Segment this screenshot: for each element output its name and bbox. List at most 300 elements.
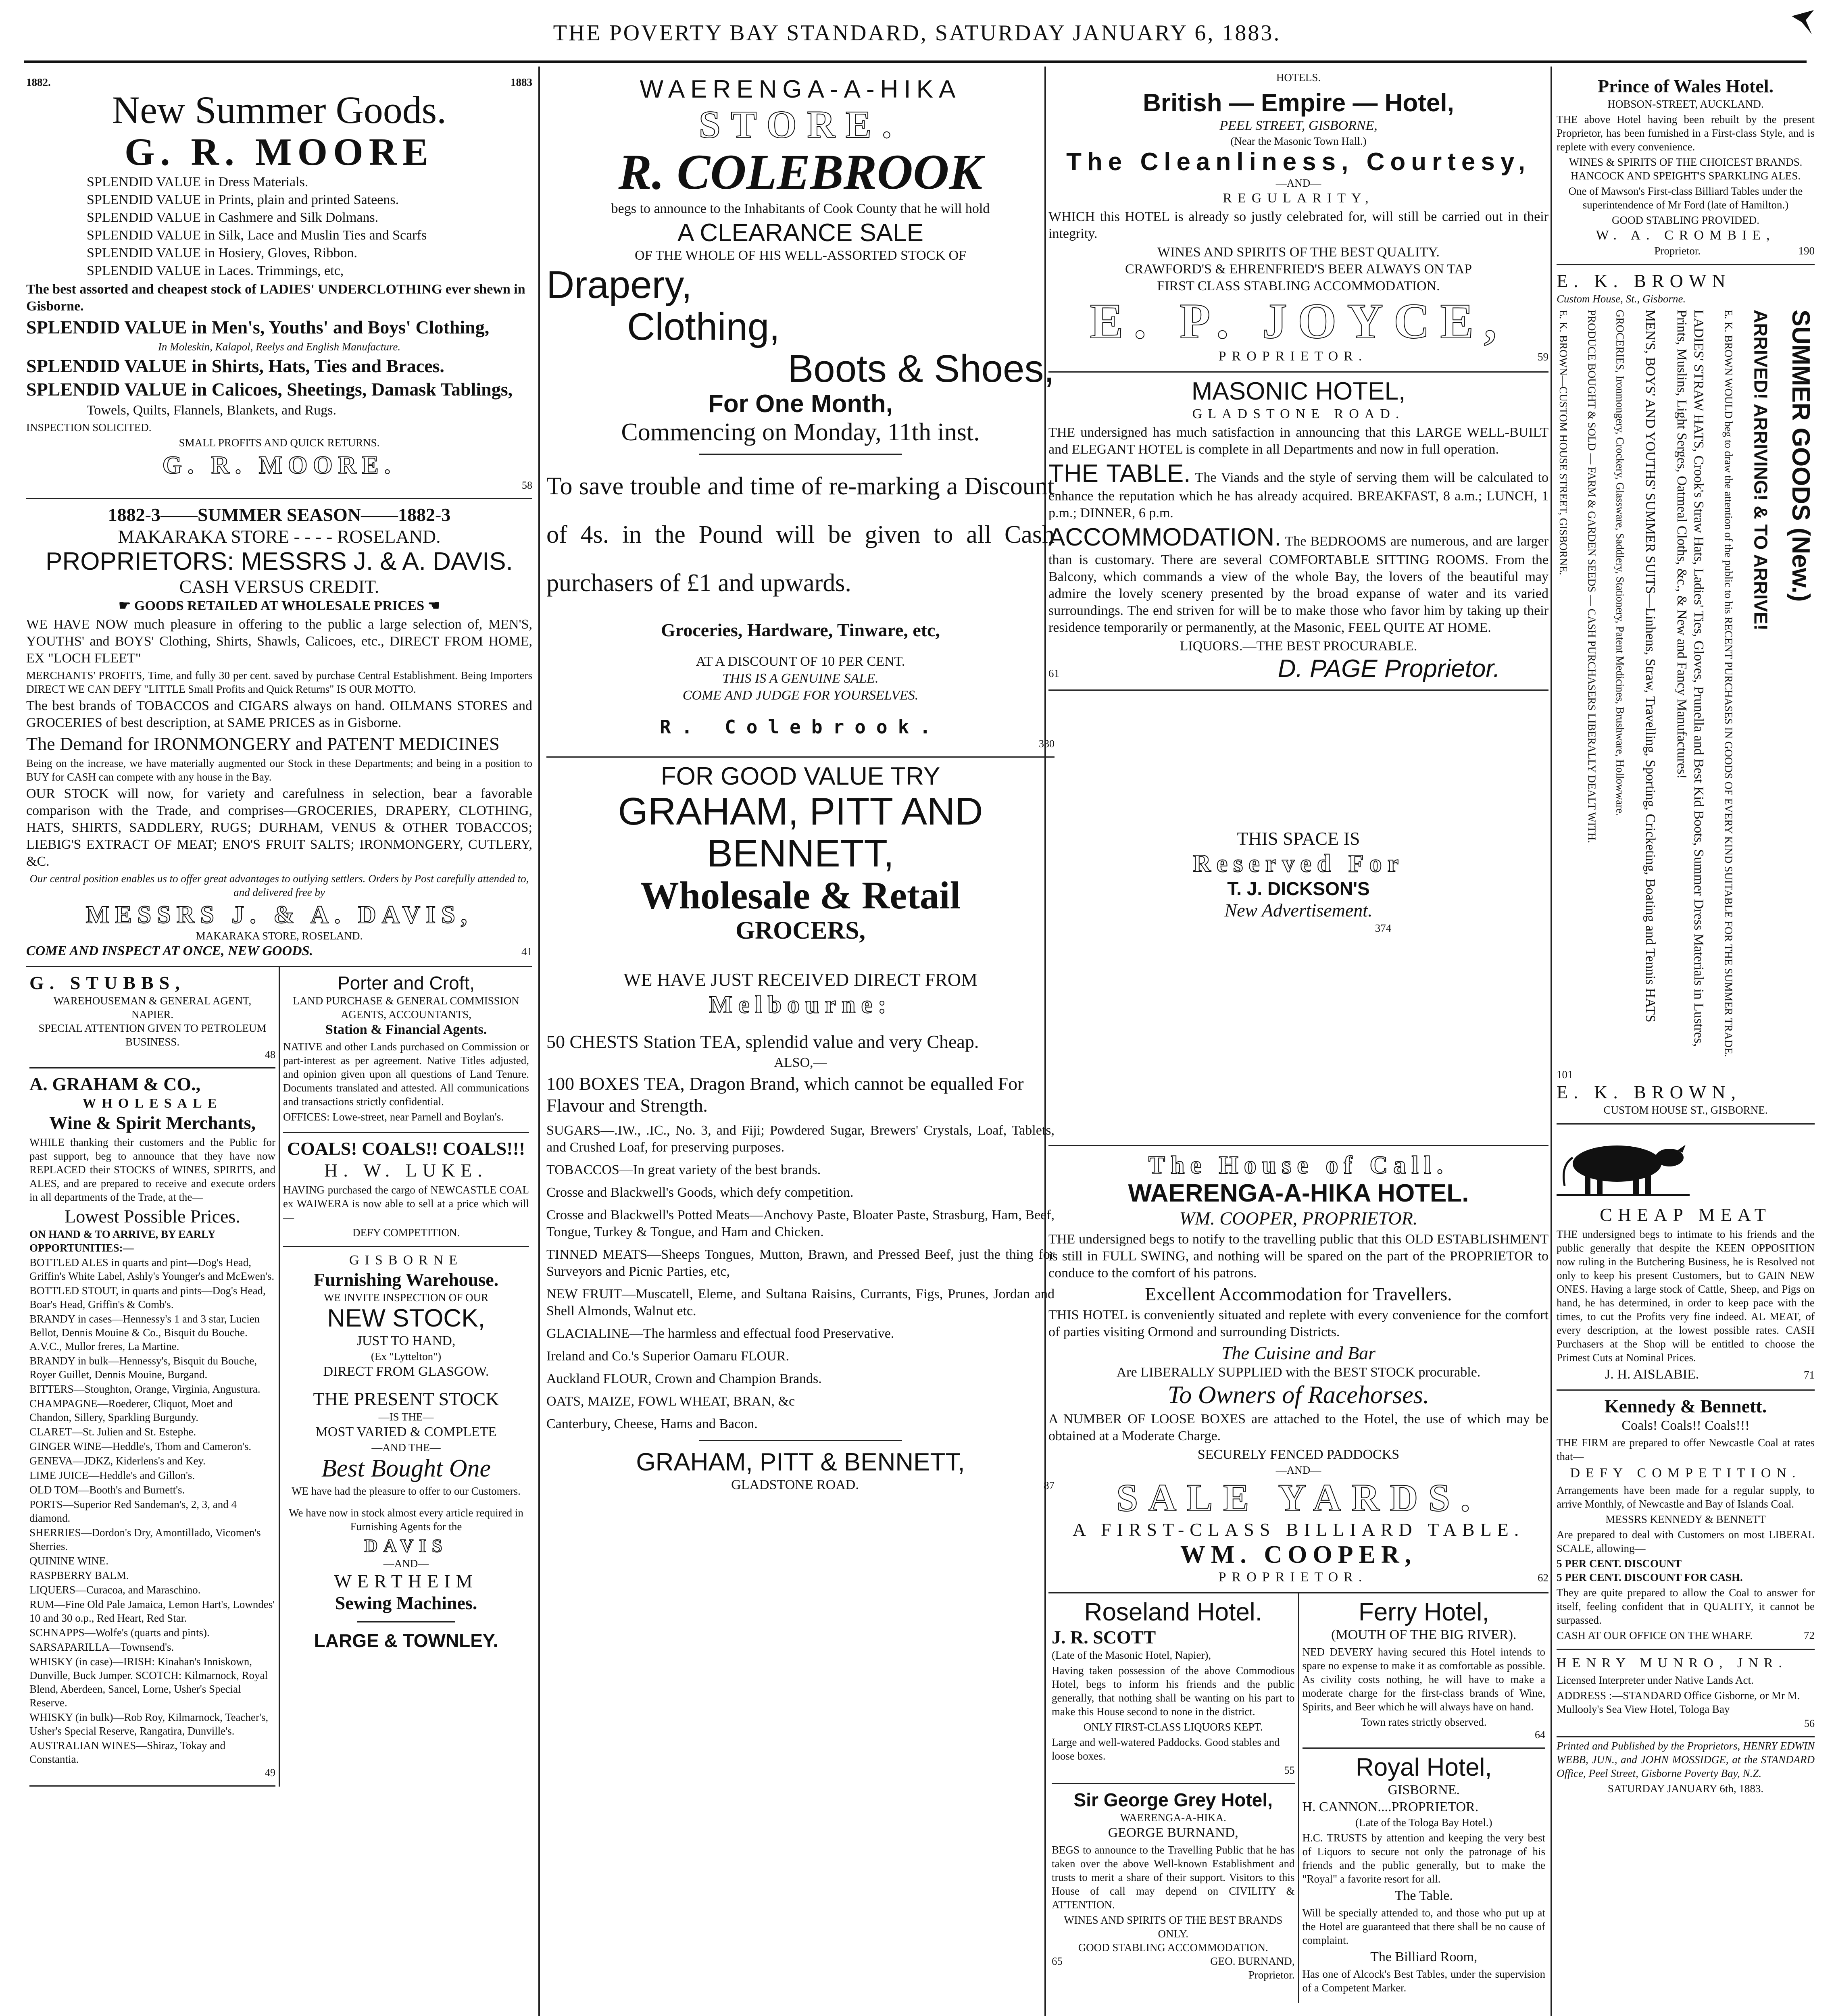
royal-body: H.C. TRUSTS by attention and keeping the very best of Liquors to secure not only the patronage of his friends and the public generally, but to make the "Royal" a favorite resort for all. xyxy=(1302,1832,1545,1885)
gladstone: GLADSTONE ROAD. xyxy=(1192,406,1405,421)
kennedy-coals: Coals! Coals!! Coals!!! xyxy=(1621,1418,1750,1433)
advert-number: 61 xyxy=(1048,667,1059,679)
groceries: Groceries, Hardware, Tinware, etc, xyxy=(661,620,940,640)
scott-note: (Late of the Masonic Hotel, Napier), xyxy=(1052,1649,1211,1661)
graham-advert xyxy=(29,1068,275,1787)
liquors-kept: ONLY FIRST-CLASS LIQUORS KEPT. xyxy=(1083,1721,1263,1733)
big-value: SPLENDID VALUE in Men's, Youths' and Boys' Clothing, xyxy=(26,317,490,337)
burnand-name: GEORGE BURNAND, xyxy=(1108,1825,1238,1840)
billiard-room: The Billiard Room, xyxy=(1370,1949,1478,1964)
waerenga-hotel-advert xyxy=(1048,1146,1548,1593)
brown-v3: MEN'S, BOYS' AND YOUTHS' SUMMER SUITS—Linhens, Straw, Travelling, Sporting, Cricketing, Boating and Tennis HATS xyxy=(1642,310,1658,1023)
porter-sub: Station & Financial Agents. xyxy=(325,1022,487,1037)
best-bought: Best Bought One xyxy=(321,1455,491,1482)
big-value: SPLENDID VALUE in Calicoes, Sheetings, Damask Tablings, xyxy=(26,379,513,400)
owners: To Owners of Racehorses. xyxy=(1167,1381,1430,1409)
grey-title: Sir George Grey Hotel, xyxy=(1073,1789,1273,1810)
hotel-grid-left xyxy=(1048,1593,1298,2003)
value-line: SPLENDID VALUE in Cashmere and Silk Dolmans. xyxy=(87,210,379,225)
ferry-sub: (MOUTH OF THE BIG RIVER). xyxy=(1331,1627,1517,1642)
wine-item: RUM—Fine Old Pale Jamaica, Lemon Hart's, Lowndes' 10 and 30 o.p., Red Heart, Red Star. xyxy=(29,1598,275,1624)
cooper-sig: WM. COOPER, xyxy=(1180,1541,1417,1568)
cleanliness: The Cleanliness, Courtesy, xyxy=(1066,148,1531,176)
whole-stock: OF THE WHOLE OF HIS WELL-ASSORTED STOCK OF xyxy=(635,248,966,263)
commencing: Commencing on Monday, 11th inst. xyxy=(621,419,980,446)
and2: —AND— xyxy=(1275,1464,1321,1476)
brown-v6: E. K. BROWN—CUSTOM HOUSE STREET, GISBORNE. xyxy=(1557,310,1569,575)
wine-item: BOTTLED STOUT, in quarts and pints—Dog's Head, Boar's Head, Griffin's & Comb's. xyxy=(29,1285,266,1310)
advert-number: 190 xyxy=(1798,245,1815,257)
kennedy-defy: DEFY COMPETITION. xyxy=(1570,1466,1801,1481)
stabling: FIRST CLASS STABLING ACCOMMODATION. xyxy=(1157,279,1440,294)
value-line: SPLENDID VALUE in Silk, Lace and Muslin Ties and Scarfs xyxy=(87,228,427,243)
one-month: For One Month, xyxy=(708,390,893,418)
advert-number: 58 xyxy=(522,479,532,491)
advert-number: 71 xyxy=(1804,1369,1815,1381)
royal-town: GISBORNE. xyxy=(1388,1783,1460,1797)
stubbs-advert xyxy=(29,967,275,1068)
is-the: —IS THE— xyxy=(378,1411,434,1423)
demand: The Demand for IRONMONGERY and PATENT MEDICINES xyxy=(26,733,500,754)
masthead: THE POVERTY BAY STANDARD, SATURDAY JANUARY 6, 1883. xyxy=(553,21,1281,46)
roseland-title: Roseland Hotel. xyxy=(1084,1598,1262,1626)
brown-v5: PRODUCE BOUGHT & SOLD — FARM & GARDEN SEEDS — CASH PURCHASERS LIBERALLY DEALT WITH. xyxy=(1586,310,1598,843)
grocery-item: OATS, MAIZE, FOWL WHEAT, BRAN, &c xyxy=(546,1394,795,1409)
brown-top-sub: Custom House, St., Gisborne. xyxy=(1557,293,1686,305)
graham-type: WHOLESALE xyxy=(82,1096,223,1111)
furnishing-advert xyxy=(283,1247,529,1658)
pointing-hand-icon: ☛ xyxy=(118,598,134,613)
wine-item: GENEVA—JDKZ, Kiderlens's and Key. xyxy=(29,1455,206,1467)
crombie-prop: Proprietor. xyxy=(1654,245,1701,257)
advert-number: 56 xyxy=(1804,1718,1815,1729)
porter-body: NATIVE and other Lands purchased on Commission or part-interest as per agreement. Native Titles adjusted, and opinion given upon all questions of Land Tenure. Documents translated and attested. All communications and transactions strictly confidential. xyxy=(283,1041,529,1108)
burnand-sig: GEO. BURNAND, xyxy=(1210,1955,1295,1967)
grocery-item: Canterbury, Cheese, Hams and Bacon. xyxy=(546,1416,758,1431)
come-inspect: COME AND INSPECT AT ONCE, NEW GOODS. xyxy=(26,943,313,958)
excellent: Excellent Accommodation for Travellers. xyxy=(1145,1284,1452,1304)
firm-footer: G. R. MOORE. xyxy=(162,452,396,479)
cooper-body: THE undersigned begs to notify to the travelling public that this OLD ESTABLISHMENT is still in FULL SWING, and nothing will be spared on the part of the PROPRIETOR to conduce to the comfort of his patrons. xyxy=(1048,1232,1548,1281)
supplied: Are LIBERALLY SUPPLIED with the BEST STOCK procurable. xyxy=(1116,1365,1481,1380)
cuisine: The Cuisine and Bar xyxy=(1221,1343,1376,1363)
furnishing-town: GISBORNE xyxy=(349,1253,463,1268)
big-value: SPLENDID VALUE in Shirts, Hats, Ties and Braces. xyxy=(26,356,444,376)
roseland-advert xyxy=(1052,1593,1295,1784)
grocery-item: Ireland and Co.'s Superior Oamaru FLOUR. xyxy=(546,1349,789,1364)
store-name: MAKARAKA STORE - - - - ROSELAND. xyxy=(118,526,441,547)
space-is: THIS SPACE IS xyxy=(1237,828,1360,849)
wine-item: CLARET—St. Julien and St. Estephe. xyxy=(29,1426,196,1438)
prince-stabling: GOOD STABLING PROVIDED. xyxy=(1611,214,1760,226)
year-left: 1882. xyxy=(26,76,51,88)
imprint: Printed and Published by the Proprietors, HENRY EDWIN WEBB, JUN., and JOHN MOSSIDGE, at the STANDARD Office, Peel Street, Gisborne Poverty Bay, N.Z. xyxy=(1557,1740,1815,1779)
advert-number: 64 xyxy=(1535,1729,1545,1741)
masonic-advert xyxy=(1048,373,1548,691)
wine-item: LIME JUICE—Heddle's and Gillon's. xyxy=(29,1469,195,1481)
kennedy-title: Kennedy & Bennett. xyxy=(1604,1396,1767,1416)
prince-title: Prince of Wales Hotel. xyxy=(1597,76,1774,96)
grocery-item: SUGARS—.IW., .IC., No. 3, and Fiji; Powdered Sugar, Brewers' Crystals, Loaf, Tablets, and Crushed Loaf, for preserving purposes. xyxy=(546,1123,1055,1155)
ferry-advert xyxy=(1303,1593,1546,1749)
advert-number: 330 xyxy=(1039,738,1055,750)
dickson: T. J. DICKSON'S xyxy=(1227,878,1370,899)
prince-street: HOBSON-STREET, AUCKLAND. xyxy=(1607,98,1764,110)
grey-advert xyxy=(1052,1784,1295,1988)
wine-item: BRANDY in cases—Hennessy's 1 and 3 star, Lucien Bellot, Dennis Mouine & Co., Bisquit du Bouche. A.V.C., Mullor freres, La Martine. xyxy=(29,1313,260,1352)
advert-number: 72 xyxy=(1804,1629,1815,1641)
headline: New Summer Goods. xyxy=(112,88,447,131)
deal: Are prepared to deal with Customers on most LIBERAL SCALE, allowing— xyxy=(1557,1529,1815,1554)
aislabie: J. H. AISLABIE. xyxy=(1605,1367,1699,1382)
cow-icon xyxy=(1557,1133,1690,1198)
brown-summer: SUMMER GOODS (New.) xyxy=(1786,310,1815,602)
goods-text: GOODS RETAILED AT WHOLESALE PRICES xyxy=(134,598,425,613)
ferry-rules: Town rates strictly observed. xyxy=(1361,1716,1487,1728)
new-stock: NEW STOCK, xyxy=(327,1304,485,1332)
accom-body: The BEDROOMS are numerous, and are larger than is customary. There are several COMFORTABLE SITTING ROOMS. From the Balcony, which commands a view of the whole Bay, the lovers of the beautiful may admire the lovely scenery presented by the broad expanse of water and its varied surroundings. The end striven for will be to make those who favor him by taking up their residence temporarily or permanently, at the Masonic, FEEL QUITE AT HOME. xyxy=(1048,534,1548,635)
wine-item: SARSAPARILLA—Townsend's. xyxy=(29,1641,174,1653)
advert-number: 65 xyxy=(1052,1955,1063,1967)
davis-signature: MESSRS J. & A. DAVIS, xyxy=(85,901,473,929)
roseland-body: Having taken possession of the above Commodious Hotel, begs to inform his friends and the public generally, that nothing shall be wanting on his part to make this House second to none in the district. xyxy=(1052,1664,1295,1718)
gpb-advert xyxy=(546,758,1055,1500)
new-ad: New Advertisement. xyxy=(1224,900,1373,921)
billiard-body: Has one of Alcock's Best Tables, under the supervision of a Competent Marker. xyxy=(1302,1968,1545,1994)
billiard: A FIRST-CLASS BILLIARD TABLE. xyxy=(1072,1519,1525,1540)
davis-store: MAKARAKA STORE, ROSELAND. xyxy=(196,930,363,942)
house-of-call: The House of Call. xyxy=(1148,1152,1449,1179)
received: WE HAVE JUST RECEIVED DIRECT FROM xyxy=(623,969,977,990)
kennedy-body: THE FIRM are prepared to offer Newcastle Coal at rates that— xyxy=(1557,1437,1815,1462)
prince-advert xyxy=(1557,71,1815,265)
goods-retailed xyxy=(26,598,532,614)
kennedy-advert xyxy=(1557,1391,1815,1650)
graham-body: WHILE thanking their customers and the Public for past support, beg to announce that they have now REPLACED their STOCKS of WINES, SPIRITS, and ALES, and are prepared to receive and execute orders in all departments of the Trade, at the— xyxy=(29,1136,275,1203)
coals-body: HAVING purchased the cargo of NEWCASTLE COAL ex WAIWERA is now able to sell at a price which will— xyxy=(283,1184,529,1223)
wine-item: SHERRIES—Dordon's Dry, Amontillado, Vicomen's Sherries. xyxy=(29,1527,261,1552)
col1-left xyxy=(26,967,279,1787)
cash-wharf: CASH AT OUR OFFICE ON THE WHARF. xyxy=(1557,1629,1753,1641)
large-townley: LARGE & TOWNLEY. xyxy=(314,1630,498,1651)
moore-advert xyxy=(26,71,532,499)
central: Our central position enables us to offer great advantages to outlying settlers. Orders by Post carefully attended to, and delivered free by xyxy=(29,873,529,898)
demand-body: Being on the increase, we have materially augmented our Stock in these Departments; and being in a position to BUY for CASH can compete with any house in the Bay. xyxy=(26,757,532,783)
values-list xyxy=(26,174,532,279)
present-stock: THE PRESENT STOCK xyxy=(313,1389,499,1409)
royal-late: (Late of the Tologa Bay Hotel.) xyxy=(1355,1816,1492,1829)
grocery-item: Auckland FLOUR, Crown and Champion Brands. xyxy=(546,1371,822,1386)
gpb-items xyxy=(546,1122,1055,1433)
grocery-item: TINNED MEATS—Sheeps Tongues, Mutton, Brawn, and Pressed Beef, just the thing for Surveyors and Picnic Parties, etc, xyxy=(546,1247,1055,1279)
invite: WE INVITE INSPECTION OF OUR xyxy=(324,1291,488,1304)
direct-glasgow: DIRECT FROM GLASGOW. xyxy=(323,1364,489,1379)
grocery-item: Crosse and Blackwell's Goods, which defy competition. xyxy=(546,1185,854,1200)
good-value: FOR GOOD VALUE TRY xyxy=(661,762,940,790)
pointing-hand-icon: ☚ xyxy=(424,598,440,613)
tobacco: The best brands of TOBACCOS and CIGARS always on hand. OILMANS STORES and GROCERIES of best description, at SAME PRICES as in Gisborne. xyxy=(26,698,532,730)
proprietor: PROPRIETOR. xyxy=(1218,349,1368,364)
column-divider xyxy=(538,67,540,2016)
mawson: One of Mawson's First-class Billiard Tables under the superintendence of Mr Ford (late of Hamilton.) xyxy=(1568,185,1803,211)
scott-name: J. R. SCOTT xyxy=(1052,1627,1156,1647)
wine-item: CHAMPAGNE—Roederer, Cliquot, Moet and Chandon, Sillery, Sparkling Burgundy. xyxy=(29,1397,233,1423)
prince-wines: WINES & SPIRITS OF THE CHOICEST BRANDS. xyxy=(1569,156,1803,168)
proprietor: PROPRIETOR. xyxy=(1218,1570,1368,1585)
accom-heading: ACCOMMODATION. xyxy=(1048,523,1282,551)
clearance-sale: A CLEARANCE SALE xyxy=(677,219,923,247)
munro-advert xyxy=(1557,1650,1815,1737)
waerenga-title: WAERENGA-A-HIKA HOTEL. xyxy=(1128,1179,1469,1207)
graham-sub: Wine & Spirit Merchants, xyxy=(49,1112,256,1133)
porter-advert xyxy=(283,967,529,1133)
brown-bottom: E. K. BROWN, xyxy=(1557,1082,1742,1102)
colebrook-name: R. COLEBROOK xyxy=(618,144,983,200)
small-note: In Moleskin, Kalapol, Reelys and English Manufacture. xyxy=(158,341,401,353)
prince-body: THE above Hotel having been rebuilt by the present Proprietor, has been furnished in a First-class Style, and is replete with every convenience. xyxy=(1557,113,1815,153)
wine-item: LIQUERS—Curacoa, and Maraschino. xyxy=(29,1584,201,1596)
come-judge: COME AND JUDGE FOR YOURSELVES. xyxy=(682,688,919,703)
regularity: REGULARITY, xyxy=(1223,191,1374,206)
british-title: British — Empire — Hotel, xyxy=(1143,89,1454,117)
column-3 xyxy=(1048,71,1548,2016)
cash-credit: CASH VERSUS CREDIT. xyxy=(179,576,379,597)
season-banner: 1882-3——SUMMER SEASON——1882-3 xyxy=(108,504,451,525)
cheap-meat: CHEAP MEAT xyxy=(1600,1204,1771,1225)
crombie: W. A. CROMBIE, xyxy=(1596,228,1776,243)
royal-title: Royal Hotel, xyxy=(1355,1754,1492,1781)
defy: DEFY COMPETITION. xyxy=(352,1227,460,1239)
munro-name: HENRY MUNRO, JNR. xyxy=(1557,1656,1788,1670)
advert-number: 59 xyxy=(1538,351,1548,363)
joyce-name: E. P. JOYCE, xyxy=(1090,294,1507,349)
brown-v2: LADIES' STRAW HATS, Crook's Straw Hats, Ladies' Ties, Gloves, Prunella and Best Kid Boots, Summer Dress Materials in Lustres, Prints, Muslins, Light Serges, Oatmeal Cloths, &c., & New and Fancy Manufactures! xyxy=(1674,310,1707,1047)
advert-number: 55 xyxy=(1284,1764,1295,1776)
boots: Boots & Shoes, xyxy=(788,347,1055,390)
arrange: Arrangements have been made for a regular supply, to arrive Monthly, of Newcastle and Bay of Islands Coal. xyxy=(1557,1484,1815,1510)
table-body: The Viands and the style of serving them will be calculated to enhance the reputation which he has already acquired. BREAKFAST, 8 a.m.; LUNCH, 1 p.m.; DINNER, 6 p.m. xyxy=(1048,470,1548,521)
ferry-body: NED DEVERY having secured this Hotel intends to spare no expense to make it as comfortable as possible. As civility costs nothing, he will have to make a moderate charge for the first-class brands of Wine, Spirits, and Beer which he will always have on hand. xyxy=(1302,1646,1545,1713)
wine-item: BOTTLED ALES in quarts and pint—Dog's Head, Griffin's White Label, Ashly's Younger's and McEwen's. xyxy=(29,1256,275,1282)
gpb-name: GRAHAM, PITT AND BENNETT, xyxy=(618,790,983,875)
grocery-item: NEW FRUIT—Muscatell, Eleme, and Sultana Raisins, Currants, Figs, Prunes, Jordan and Shell Almonds, Walnut etc. xyxy=(546,1287,1055,1318)
begs: begs to announce to the Inhabitants of Cook County that he will hold xyxy=(611,201,990,216)
table-heading: THE TABLE. xyxy=(1048,460,1191,487)
grocery-item: GLACIALINE—The harmless and effectual food Preservative. xyxy=(546,1326,894,1341)
royal-table-body: Will be specially attended to, and those who put up at the Hotel are guaranteed that there shall be no cause of complaint. xyxy=(1302,1907,1545,1946)
grocers: GROCERS, xyxy=(735,917,866,944)
clothing: Clothing, xyxy=(627,305,780,348)
reserved-for: Reserved For xyxy=(1192,850,1405,877)
wine-item: PORTS—Superior Red Sandeman's, 2, 3, and 4 diamond. xyxy=(29,1498,237,1524)
store-word: STORE. xyxy=(699,103,902,146)
royal-table: The Table. xyxy=(1394,1888,1453,1903)
coals-title: COALS! COALS!! COALS!!! xyxy=(287,1138,525,1159)
paddocks: Large and well-watered Paddocks. Good stables and loose boxes. xyxy=(1052,1736,1280,1762)
brown-advert xyxy=(1557,265,1815,1125)
british-empire-advert xyxy=(1048,84,1548,373)
grey-prop: Proprietor. xyxy=(1248,1969,1295,1981)
which: WHICH this HOTEL is already so justly celebrated for, will still be carried out in their integrity. xyxy=(1048,209,1548,241)
wine-item: WHISKY (in case)—IRISH: Kinahan's Inniskown, Dunville, Buck Jumper. SCOTCH: Kilmarnock, Royal Blend, Aberdeen, Sancel, Lorne, Usher's Special Reserve. xyxy=(29,1656,268,1709)
wine-item: SCHNAPPS—Wolfe's (quarts and pints). xyxy=(29,1627,210,1639)
colebrook-advert xyxy=(546,71,1055,758)
inspection: INSPECTION SOLICITED. xyxy=(26,421,152,433)
merchants: MERCHANTS' PROFITS, Time, and fully 30 per cent. saved by purchase Central Establishment. Being Importers DIRECT WE CAN DEFY "LITTLE Small Profits and Quick Returns" IS OUR MOTTO. xyxy=(26,669,532,695)
brown-top: E. K. BROWN xyxy=(1557,271,1731,291)
best-line: The best assorted and cheapest stock of LADIES' UNDERCLOTHING ever shewn in Gisborne. xyxy=(26,282,525,314)
masonic-title: MASONIC HOTEL, xyxy=(1191,377,1406,405)
stubbs-town: NAPIER. xyxy=(131,1008,174,1020)
paddocks: SECURELY FENCED PADDOCKS xyxy=(1197,1447,1400,1462)
wine-item: RASPBERRY BALM. xyxy=(29,1569,129,1581)
wine-item: AUSTRALIAN WINES—Shiraz, Tokay and Constantia. xyxy=(29,1739,226,1765)
davis-brand: DAVIS xyxy=(364,1535,448,1556)
wine-list xyxy=(29,1256,275,1766)
wine-item: WHISKY (in bulk)—Rob Roy, Kilmarnock, Teacher's, Usher's Special Reserve, Rangatira, Dunville's. xyxy=(29,1711,269,1737)
column-2 xyxy=(546,71,1055,2016)
graham-name: A. GRAHAM & CO., xyxy=(29,1074,201,1094)
divider xyxy=(699,1440,902,1441)
grocery-item: Crosse and Blackwell's Potted Meats—Anchovy Paste, Bloater Paste, Strasburg, Ham, Beef, Tongue, Turkey & Tongue, and Ham and Chicken. xyxy=(546,1208,1055,1239)
hotel-grid-right xyxy=(1298,1593,1549,2003)
divider xyxy=(699,454,902,455)
imprint-date: SATURDAY JANUARY 6th, 1883. xyxy=(1607,1783,1764,1795)
meat-body: THE undersigned begs to intimate to his friends and the public generally that despite the KEEN OPPOSITION now ruling in the Butchering Business, he is Resolved not only to keep his present Customers, but to GAIN NEW ONES. Having a large stock of Cattle, Sheep, and Pigs on hand, he has determined, in order to keep pace with the times, to cut the Profits very fine indeed. AL MEAT, of every description, at the lowest possible rates. CASH Purchasers at the Shop will be entitled to choose the Primest Cuts at Nominal Prices. xyxy=(1557,1228,1815,1364)
porter-office: OFFICES: Lowe-street, near Parnell and Boylan's. xyxy=(283,1111,504,1123)
ex-ship: (Ex "Lyttelton") xyxy=(371,1350,442,1362)
advert-number: 41 xyxy=(521,946,532,958)
wines: WINES AND SPIRITS OF THE BEST QUALITY. xyxy=(1157,245,1440,260)
melbourne: Melbourne: xyxy=(709,991,892,1018)
just-to-hand: JUST TO HAND, xyxy=(356,1333,456,1348)
cooper-proprietor: WM. COOPER, PROPRIETOR. xyxy=(1179,1208,1418,1229)
messrs: MESSRS KENNEDY & BENNETT xyxy=(1605,1513,1766,1525)
advert-number: 101 xyxy=(1557,1068,1573,1081)
profits: SMALL PROFITS AND QUICK RETURNS. xyxy=(179,437,380,449)
divider xyxy=(357,1621,455,1622)
discount-rate: AT A DISCOUNT OF 10 PER CENT. xyxy=(696,654,905,669)
wine-item: GINGER WINE—Heddle's, Thom and Cameron's. xyxy=(29,1440,252,1452)
tea-100: 100 BOXES TEA, Dragon Brand, which cannot be equalled For Flavour and Strength. xyxy=(546,1073,1024,1116)
brown-vertical xyxy=(1557,310,1815,1068)
column-1-lower xyxy=(26,967,532,1787)
drapery: Drapery, xyxy=(546,263,692,306)
stubbs-role: WAREHOUSEMAN & GENERAL AGENT, xyxy=(53,995,252,1007)
porter-role: LAND PURCHASE & GENERAL COMMISSION AGENTS, ACCOUNTANTS, xyxy=(293,995,519,1020)
gpb-footer: GRAHAM, PITT & BENNETT, xyxy=(636,1448,965,1476)
column-divider xyxy=(1551,67,1552,2016)
grey-sub: WAERENGA-A-HIKA. xyxy=(1120,1812,1226,1824)
reserved-space xyxy=(1048,691,1548,1146)
value-line: SPLENDID VALUE in Laces. Trimmings, etc, xyxy=(87,263,344,278)
convenient: THIS HOTEL is conveniently situated and replete with every convenience for the comfort of parties visiting Ormond and surrounding Districts. xyxy=(1048,1308,1548,1339)
sewing: Sewing Machines. xyxy=(335,1593,477,1613)
ferry-title: Ferry Hotel, xyxy=(1358,1598,1489,1626)
corner-mark-icon xyxy=(1790,8,1818,36)
firm-name: G. R. MOORE xyxy=(124,130,434,173)
also: ALSO,— xyxy=(774,1055,827,1070)
discount: 5 PER CENT. DISCOUNT 5 PER CENT. DISCOUNT FOR CASH. xyxy=(1557,1558,1743,1583)
advert-number: 62 xyxy=(1538,1572,1548,1584)
wine-item: OLD TOM—Booth's and Burnett's. xyxy=(29,1484,185,1496)
tea-50: 50 CHESTS Station TEA, splendid value and very Cheap. xyxy=(546,1031,979,1052)
furnishing-title: Furnishing Warehouse. xyxy=(313,1269,499,1290)
lowest-prices: Lowest Possible Prices. xyxy=(65,1206,240,1227)
cannon-name: H. CANNON....PROPRIETOR. xyxy=(1302,1799,1479,1814)
column-1 xyxy=(26,71,532,2016)
davis-advert xyxy=(26,499,532,967)
wine-item: QUININE WINE. xyxy=(29,1555,108,1567)
gpb-road: GLADSTONE ROAD. xyxy=(731,1477,859,1492)
brown-arrived: ARRIVED! ARRIVING! & TO ARRIVE! xyxy=(1750,310,1771,631)
wine-item: BITTERS—Stoughton, Orange, Virginia, Angustura. xyxy=(29,1383,261,1395)
hotel-grid xyxy=(1048,1593,1548,2003)
grey-wines: WINES AND SPIRITS OF THE BEST BRANDS ONLY. xyxy=(1064,1914,1283,1940)
advert-number: 48 xyxy=(265,1049,275,1060)
meat-advert xyxy=(1557,1125,1815,1391)
advert-number: 49 xyxy=(265,1767,275,1779)
store-name: WAERENGA-A-HIKA xyxy=(640,75,961,103)
beer: CRAWFORD'S & EHRENFRIED'S BEER ALWAYS ON TAP xyxy=(1125,262,1472,277)
genuine: THIS IS A GENUINE SALE. xyxy=(722,671,879,686)
loose-boxes: A NUMBER OF LOOSE BOXES are attached to the Hotel, the use of which may be obtained at a Moderate Charge. xyxy=(1048,1412,1548,1443)
hotels-heading: HOTELS. xyxy=(1276,71,1321,83)
masonic-body: THE undersigned has much satisfaction in announcing that this LARGE WELL-BUILT and ELEGANT HOTEL is complete in all Departments and now in full operation. xyxy=(1048,425,1548,457)
brown-v4: GROCERIES, Ironmongery, Crockery, Glassware, Saddlery, Stationery, Patent Medicines, Brushware, Hollowware. xyxy=(1614,310,1626,816)
advert-number: 87 xyxy=(1044,1479,1055,1491)
towels-line: Towels, Quilts, Flannels, Blankets, and Rugs. xyxy=(87,403,337,418)
porter-name: Porter and Croft, xyxy=(337,973,475,993)
and-conjunction: —AND— xyxy=(383,1558,429,1570)
grocery-item: TOBACCOS—In great variety of the best brands. xyxy=(546,1162,821,1177)
stubbs-name: G. STUBBS, xyxy=(29,973,185,993)
and-the: —AND THE— xyxy=(371,1441,441,1454)
value-line: SPLENDID VALUE in Dress Materials. xyxy=(87,175,308,190)
royal-advert xyxy=(1303,1749,1546,2003)
page-proprietor: D. PAGE Proprietor. xyxy=(1278,655,1500,683)
value-line: SPLENDID VALUE in Prints, plain and printed Sateens. xyxy=(87,192,399,207)
liquors: LIQUORS.—THE BEST PROCURABLE. xyxy=(1180,639,1417,654)
proprietors: PROPRIETORS: MESSRS J. & A. DAVIS. xyxy=(46,548,513,575)
luke-name: H. W. LUKE. xyxy=(324,1160,488,1181)
now-in-stock: We have now in stock almost every article required in Furnishing Agents for the xyxy=(289,1507,523,1533)
discount-text: To save trouble and time of re-marking a Discount of 4s. in the Pound will be given to all Cash purchasers of £1 and upwards. xyxy=(546,473,1055,597)
and: —AND— xyxy=(1275,177,1321,189)
grey-body: BEGS to announce to the Travelling Public that he has taken over the above Well-known Establishment and trusts to merit a share of their support. Visitors to this House of call may depend on CIVILITY & ATTENTION. xyxy=(1052,1844,1295,1911)
on-hand: ON HAND & TO ARRIVE, BY EARLY OPPORTUNITIES:— xyxy=(29,1228,215,1254)
value-line: SPLENDID VALUE in Hosiery, Gloves, Ribbon. xyxy=(87,246,357,260)
wholesale-retail: Wholesale & Retail xyxy=(640,874,961,917)
wertheim: WERTHEIM xyxy=(334,1571,478,1591)
masthead-rule xyxy=(24,60,1807,63)
peel-street: PEEL STREET, GISBORNE, xyxy=(1219,118,1378,133)
davis-body: WE HAVE NOW much pleasure in offering to the public a large selection of, MEN'S, YOUTHS' and BOYS' Clothing, Shirts, Shawls, Calicoes, etc., DIRECT FROM HOME, EX "LOCH FLEET" xyxy=(26,617,532,666)
year-right: 1883 xyxy=(511,76,532,88)
near: (Near the Masonic Town Hall.) xyxy=(1230,135,1367,147)
quality: They are quite prepared to allow the Coal to answer for itself, feeling confident that in QUALITY, it cannot be surpassed. xyxy=(1557,1587,1815,1626)
most-varied: MOST VARIED & COMPLETE xyxy=(315,1425,497,1439)
stock: OUR STOCK will now, for variety and carefulness in selection, bear a favorable comparison with the Trade, and comprises—GROCERIES, DRAPERY, CLOTHING, HATS, SHIRTS, SADDLERY, RUGS; DURHAM, VENUS & OTHER TOBACCOS; LIEBIG'S EXTRACT OF MEAT; ENO'S FRUIT SALTS; IRONMONGERY, CUTLERY, &C. xyxy=(26,786,532,869)
sale-yards: SALE YARDS. xyxy=(1116,1476,1481,1519)
brown-bottom-sub: CUSTOM HOUSE ST., GISBORNE. xyxy=(1603,1104,1768,1116)
munro-address: ADDRESS :—STANDARD Office Gisborne, or Mr M. Mullooly's Sea View Hotel, Tologa Bay xyxy=(1557,1689,1800,1715)
grey-stabling: GOOD STABLING ACCOMMODATION. xyxy=(1078,1941,1268,1954)
column-4 xyxy=(1557,71,1815,2016)
col1-right xyxy=(279,967,532,1787)
pleasure: WE have had the pleasure to offer to our Customers. xyxy=(292,1485,521,1497)
hancock: HANCOCK AND SPEIGHT'S SPARKLING ALES. xyxy=(1570,170,1801,182)
